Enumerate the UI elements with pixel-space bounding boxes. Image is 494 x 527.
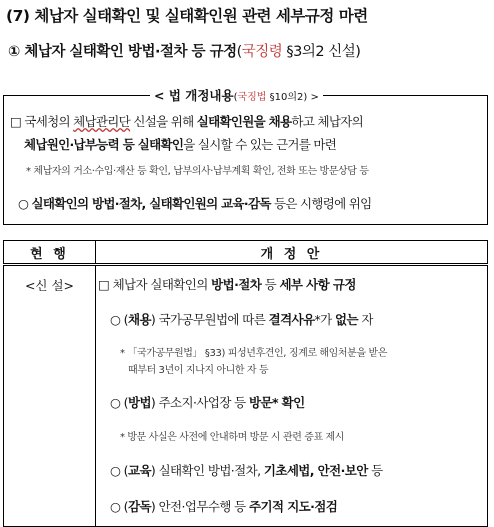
proposed-line-supervision: ○ (감독) 안전·업무수행 등 주기적 지도·점검 (110, 499, 338, 514)
hire-note-2: 때부터 3년이 지나지 아니한 자 등 (128, 365, 269, 376)
current-cell (4, 265, 96, 527)
section-heading: (7) 체납자 실태확인 및 실태확인원 관련 세부규정 마련 (6, 7, 368, 25)
method-note: * 방문 사실은 사전에 안내하며 방문 시 관련 증표 제시 (120, 432, 345, 443)
proposed-line-method: ○ (방법) 주소지·사업장 등 방문* 확인 (110, 395, 305, 410)
subsection-heading (8, 40, 360, 61)
hire-note-1: * 「국가공무원법」 §33) 피성년후견인, 징계로 해임처분을 받은 (120, 348, 387, 359)
comparison-table (3, 240, 488, 527)
proposed-line-hire: ○ (채용) 국가공무원법에 따른 결격사유*가 없는 자 (110, 312, 373, 327)
proposed-line-1: □ 체납자 실태확인의 방법·절차 등 세부 사항 규정 (98, 277, 356, 292)
law-amendment-box (3, 95, 488, 225)
header-current: 현 행 (4, 241, 96, 265)
proposed-line-education: ○ (교육) 실태확인 방법·절차, 기초세법, 안전·보안 등 (110, 463, 383, 478)
box-line-3: ○ 실태확인의 방법·절차, 실태확인원의 교육·감독 등은 시행령에 위임 (18, 196, 372, 211)
box-line-2: 체납원인·납부능력 등 실태확인을 실시할 수 있는 근거를 마련 (24, 137, 337, 152)
proposed-cell (96, 265, 488, 527)
header-proposed: 개 정 안 (96, 241, 488, 265)
box-note: * 체납자의 거소·수입·재산 등 확인, 납부의사·납부계획 확인, 전화 또는 방문상담 등 (26, 166, 369, 177)
box-label: < 법 개정내용(국징법 §10의2) > (150, 86, 323, 104)
subsection-ref: (국징령 §3의2 신설) (236, 44, 361, 60)
box-line-1: □ 국세청의 체납관리단 신설을 위해 실태확인원을 채용하고 체납자의 (10, 114, 363, 129)
current-value: <신 설> (24, 278, 75, 293)
subsection-text: ① 체납자 실태확인 방법·절차 등 규정 (8, 44, 237, 60)
